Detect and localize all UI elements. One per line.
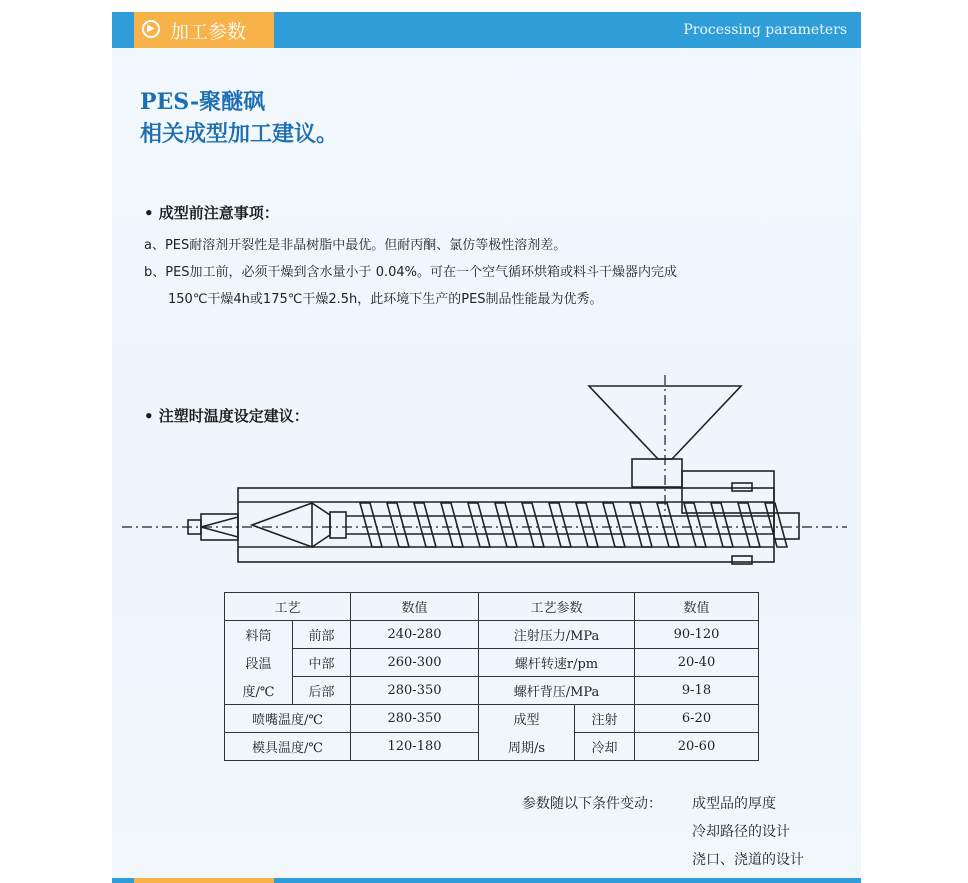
footer-accent xyxy=(134,878,274,883)
table-row xyxy=(225,733,759,761)
title-line-1: PES-聚醚砜 xyxy=(140,89,266,115)
barrel-label-2: 段温 xyxy=(225,649,293,677)
screw-flight xyxy=(468,503,490,547)
screw-flight xyxy=(576,503,598,547)
mid-label: 中部 xyxy=(293,649,351,677)
injection-label: 注射 xyxy=(575,705,635,733)
screw-flight xyxy=(414,503,436,547)
nozzle-temp-label: 喷嘴温度/℃ xyxy=(225,705,351,733)
section-heading-pre-molding: • 成型前注意事项： xyxy=(144,204,279,222)
injection-pressure-label: 注射压力/MPa xyxy=(479,621,635,649)
tab-label: 加工参数 xyxy=(170,21,247,43)
document-page xyxy=(112,12,861,883)
screw-flight xyxy=(360,503,382,547)
play-circle-icon: ▶ xyxy=(142,20,160,38)
screw-flight xyxy=(441,503,463,547)
header-bar xyxy=(112,12,861,48)
barrel-end xyxy=(774,513,799,539)
screw-flight xyxy=(765,503,787,547)
mid-value: 260-300 xyxy=(351,649,479,677)
table-row xyxy=(225,705,759,733)
notes-item-2: 冷却路径的设计 xyxy=(692,824,790,840)
header-english-label: Processing parameters xyxy=(683,22,847,38)
note-item-b-line1: b、PES加工前，必须干燥到含水量小于 0.04%。可在一个空气循环烘箱或料斗干燥器内完成 xyxy=(144,265,677,280)
section-tab xyxy=(134,12,274,48)
rear-value: 280-350 xyxy=(351,677,479,705)
cooling-label: 冷却 xyxy=(575,733,635,761)
page-title xyxy=(140,86,338,150)
parameter-table xyxy=(224,592,759,761)
header-value-2: 数值 xyxy=(635,593,759,621)
screw-flight xyxy=(522,503,544,547)
header-value-1: 数值 xyxy=(351,593,479,621)
notes-item-3: 浇口、浇道的设计 xyxy=(692,852,804,868)
table-row xyxy=(225,677,759,705)
hopper-throat xyxy=(632,459,682,487)
screw-flight xyxy=(387,503,409,547)
mold-temp-label: 模具温度/℃ xyxy=(225,733,351,761)
barrel-label-1: 料筒 xyxy=(225,621,293,649)
back-pressure-value: 9-18 xyxy=(635,677,759,705)
screw-speed-label: 螺杆转速r/pm xyxy=(479,649,635,677)
barrel xyxy=(238,488,774,562)
notes-item-1: 成型品的厚度 xyxy=(692,796,776,812)
injection-pressure-value: 90-120 xyxy=(635,621,759,649)
rear-label: 后部 xyxy=(293,677,351,705)
header-process: 工艺 xyxy=(225,593,351,621)
cycle-label-2: 周期/s xyxy=(479,733,575,761)
screw-flight xyxy=(630,503,652,547)
title-line-2: 相关成型加工建议。 xyxy=(140,121,339,147)
cooling-value: 20-60 xyxy=(635,733,759,761)
screw-flight xyxy=(549,503,571,547)
note-item-a: a、PES耐溶剂开裂性是非晶树脂中最优。但耐丙酮、氯仿等极性溶剂差。 xyxy=(144,238,567,253)
screw-flight xyxy=(603,503,625,547)
screw-tip xyxy=(252,503,312,547)
nozzle-temp-value: 280-350 xyxy=(351,705,479,733)
injection-value: 6-20 xyxy=(635,705,759,733)
screw-flight xyxy=(738,503,760,547)
header-parameter: 工艺参数 xyxy=(479,593,635,621)
barrel-label-3: 度/℃ xyxy=(225,677,293,705)
mold-temp-value: 120-180 xyxy=(351,733,479,761)
screw-flight xyxy=(495,503,517,547)
cycle-label-1: 成型 xyxy=(479,705,575,733)
section-heading-temperature: • 注塑时温度设定建议： xyxy=(144,407,309,425)
front-label: 前部 xyxy=(293,621,351,649)
table-row xyxy=(225,649,759,677)
front-value: 240-280 xyxy=(351,621,479,649)
note-item-b-line2: 150℃干燥4h或175℃干燥2.5h，此环境下生产的PES制品性能最为优秀。 xyxy=(168,292,603,307)
injection-screw-diagram xyxy=(112,367,861,567)
screw-speed-value: 20-40 xyxy=(635,649,759,677)
table-header-row xyxy=(225,593,759,621)
back-pressure-label: 螺杆背压/MPa xyxy=(479,677,635,705)
table-row xyxy=(225,621,759,649)
screw-flight xyxy=(657,503,679,547)
notes-lead: 参数随以下条件变动： xyxy=(522,796,662,812)
screw-flight xyxy=(711,503,733,547)
screw-flight xyxy=(684,503,706,547)
